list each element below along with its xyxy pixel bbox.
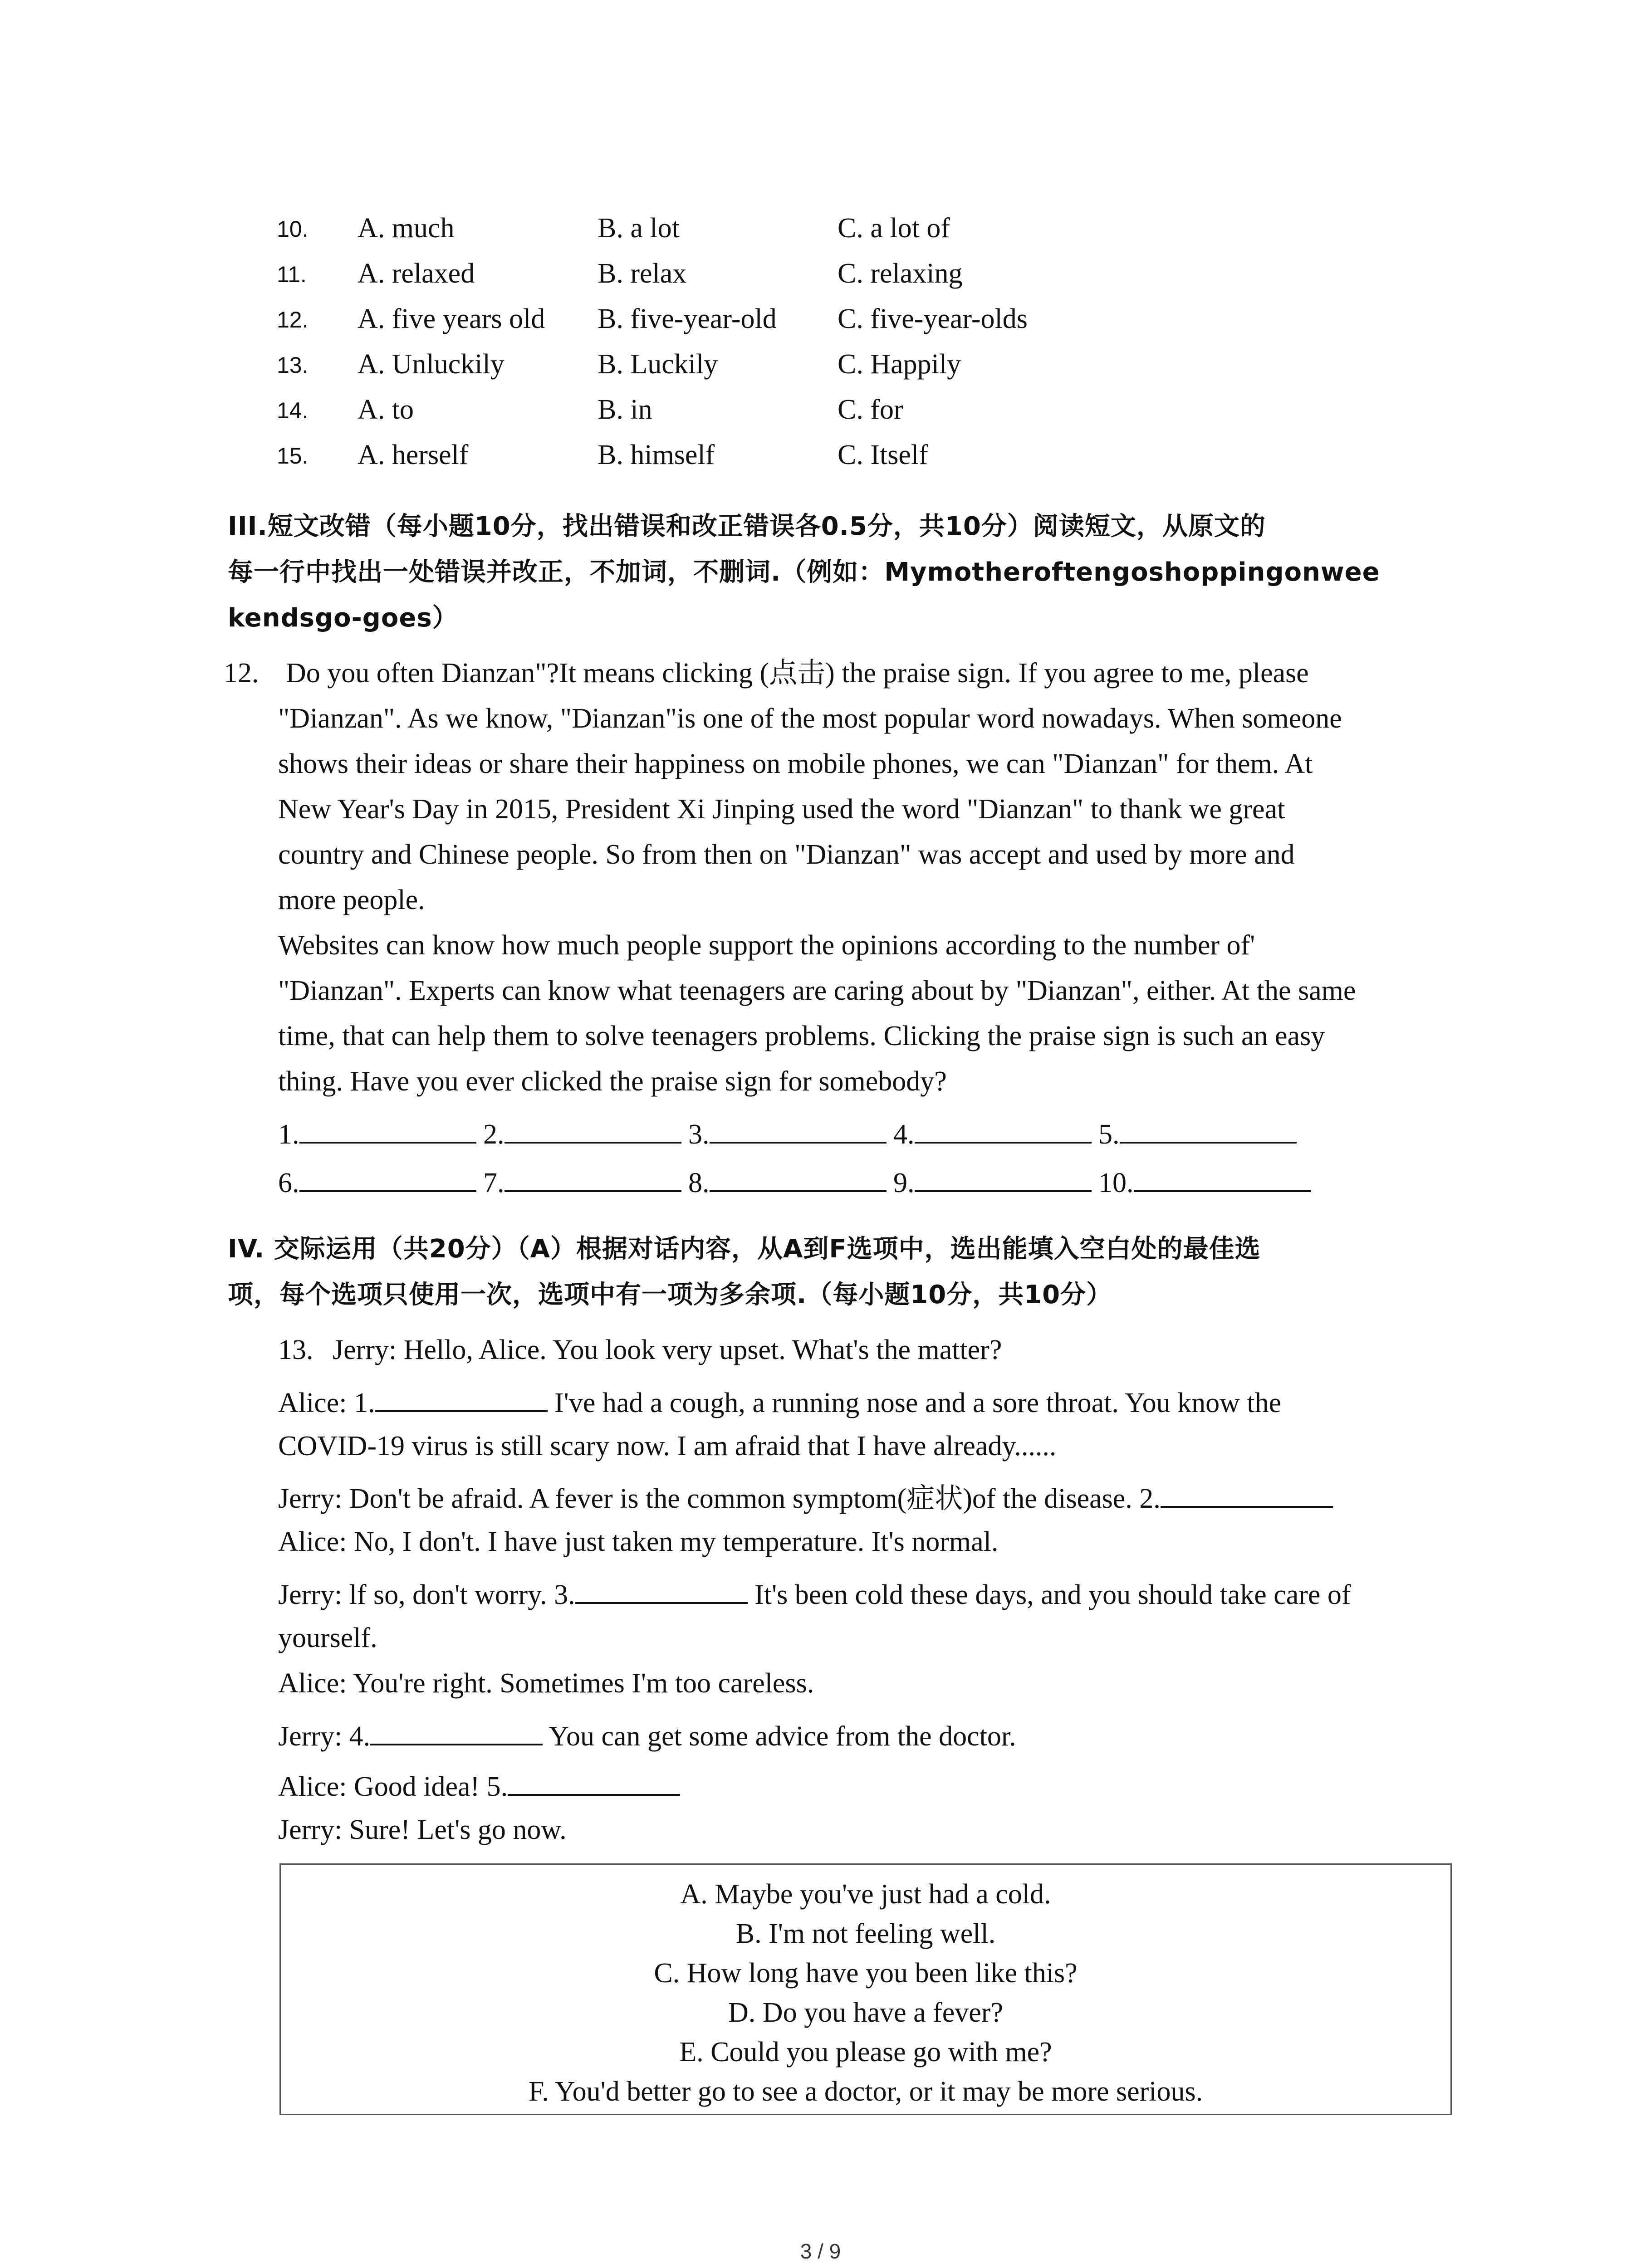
- question-number: 11.: [277, 262, 307, 287]
- answer-blank[interactable]: [505, 1167, 681, 1192]
- blank-label: 1.: [278, 1119, 299, 1150]
- page-number: 3 / 9: [800, 2239, 841, 2263]
- question-number: 13.: [278, 1334, 314, 1365]
- blank-label: 4.: [893, 1119, 915, 1150]
- dialogue-line: [278, 1482, 1333, 1513]
- passage-line: country and Chinese people. So from then on "Dianzan" was accept and used by more and: [278, 839, 1295, 870]
- answer-blank[interactable]: [1134, 1167, 1311, 1192]
- passage-line: thing. Have you ever clicked the praise sign for somebody?: [278, 1066, 947, 1097]
- answer-blank[interactable]: [575, 1579, 748, 1604]
- answer-blank[interactable]: [505, 1118, 681, 1144]
- dialogue-line: Alice: No, I don't. I have just taken my temperature. It's normal.: [278, 1526, 999, 1557]
- answer-blank[interactable]: [710, 1167, 887, 1192]
- speaker-text: Jerry: 4.: [278, 1721, 371, 1752]
- dialogue-line: Jerry: Sure! Let's go now.: [278, 1814, 567, 1845]
- blank-label: 7.: [483, 1168, 505, 1198]
- option-item: A. Maybe you've just had a cold.: [680, 1879, 1051, 1910]
- option-b: B. a lot: [598, 213, 680, 244]
- speaker-text: Jerry: lf so, don't worry. 3.: [278, 1579, 575, 1610]
- heading-line: 项，每个选项只使用一次，选项中有一项为多余项.（每小题10分，共10分）: [228, 1280, 1112, 1310]
- option-a: A. herself: [358, 440, 469, 470]
- heading-line: IV. 交际运用（共20分）（A）根据对话内容，从A到F选项中，选出能填入空白处的最佳选: [228, 1234, 1261, 1264]
- dialogue-line: [278, 1579, 1351, 1609]
- answer-blank[interactable]: [375, 1387, 548, 1412]
- section-3-heading: [228, 503, 1453, 641]
- option-c: C. relaxing: [838, 258, 963, 289]
- dialogue-line: COVID-19 virus is still scary now. I am afraid that I have already......: [278, 1431, 1057, 1461]
- passage-line: Do you often Dianzan"?It means clicking (点击) the praise sign. If you agree to me, please: [286, 658, 1309, 689]
- blank-label: 6.: [278, 1168, 299, 1198]
- dialogue-line: Alice: You're right. Sometimes I'm too careless.: [278, 1668, 814, 1699]
- blank-label: 10.: [1098, 1168, 1134, 1198]
- heading-line: 每一行中找出一处错误并改正，不加词，不删词.（例如：Mymotheroftengoshoppingonwee: [228, 557, 1380, 587]
- dialogue-line: [278, 1720, 1016, 1750]
- passage-line: Websites can know how much people support the opinions according to the number of': [278, 930, 1255, 961]
- answer-blank[interactable]: [1120, 1118, 1297, 1144]
- dialogue-line: Jerry: Hello, Alice. You look very upset. What's the matter?: [333, 1334, 1002, 1365]
- answer-blank[interactable]: [915, 1118, 1092, 1144]
- speaker-text: I've had a cough, a running nose and a sore throat. You know the: [554, 1388, 1282, 1418]
- options-box: [279, 1863, 1452, 2115]
- question-number: 15.: [277, 443, 309, 469]
- answer-blank[interactable]: [710, 1118, 887, 1144]
- option-b: B. Luckily: [598, 349, 718, 380]
- blank-label: 2.: [483, 1119, 505, 1150]
- blank-label: 5.: [1098, 1119, 1120, 1150]
- speaker-text: It's been cold these days, and you should take care of: [754, 1579, 1351, 1610]
- option-a: A. to: [358, 394, 414, 425]
- answer-blank[interactable]: [299, 1118, 476, 1144]
- blank-label: 8.: [688, 1168, 710, 1198]
- question-number: 10.: [277, 216, 309, 242]
- section-4-heading: [228, 1226, 1453, 1318]
- passage-line: more people.: [278, 885, 425, 915]
- speaker-text: Alice: 1.: [278, 1388, 375, 1418]
- answer-blank[interactable]: [370, 1720, 543, 1745]
- question-number: 14.: [277, 398, 309, 423]
- dialogue-line: yourself.: [278, 1623, 377, 1653]
- heading-line: kendsgo-goes）: [228, 603, 458, 633]
- heading-line: III.短文改错（每小题10分，找出错误和改正错误各0.5分，共10分）阅读短文，从原文的: [228, 512, 1266, 541]
- answer-blanks-row: [278, 1167, 1311, 1197]
- option-b: B. relax: [598, 258, 687, 289]
- dialogue-line: [278, 1387, 1281, 1417]
- question-number: 13.: [277, 352, 309, 378]
- option-c: C. Itself: [838, 440, 928, 470]
- answer-blank[interactable]: [508, 1770, 680, 1796]
- option-a: A. Unluckily: [358, 349, 505, 380]
- option-b: B. five-year-old: [598, 303, 777, 334]
- option-item: B. I'm not feeling well.: [735, 1918, 996, 1949]
- option-c: C. Happily: [838, 349, 961, 380]
- answer-blanks-row: [278, 1118, 1297, 1149]
- answer-blank[interactable]: [1161, 1482, 1333, 1508]
- option-item: F. You'd better go to see a doctor, or it may be more serious.: [528, 2076, 1203, 2107]
- answer-blank[interactable]: [299, 1167, 476, 1192]
- blank-label: 9.: [893, 1168, 915, 1198]
- option-b: B. in: [598, 394, 652, 425]
- question-number: 12.: [224, 658, 259, 689]
- option-item: C. How long have you been like this?: [654, 1958, 1078, 1989]
- option-a: A. much: [358, 213, 455, 244]
- speaker-text: Jerry: Don't be afraid. A fever is the common symptom(症状)of the disease. 2.: [278, 1483, 1161, 1514]
- passage-line: shows their ideas or share their happiness on mobile phones, we can "Dianzan" for them. At: [278, 748, 1313, 779]
- option-item: D. Do you have a fever?: [728, 1997, 1003, 2028]
- option-c: C. for: [838, 394, 903, 425]
- option-c: C. a lot of: [838, 213, 950, 244]
- option-item: E. Could you please go with me?: [679, 2037, 1052, 2068]
- blank-label: 3.: [688, 1119, 710, 1150]
- speaker-text: You can get some advice from the doctor.: [549, 1721, 1016, 1752]
- passage-line: "Dianzan". Experts can know what teenagers are caring about by "Dianzan", either. At the same: [278, 975, 1356, 1006]
- dialogue-line: [278, 1770, 680, 1801]
- option-a: A. five years old: [358, 303, 545, 334]
- passage-line: New Year's Day in 2015, President Xi Jinping used the word "Dianzan" to thank we great: [278, 794, 1285, 825]
- speaker-text: Alice: Good idea! 5.: [278, 1771, 508, 1802]
- answer-blank[interactable]: [915, 1167, 1092, 1192]
- option-c: C. five-year-olds: [838, 303, 1028, 334]
- question-number: 12.: [277, 307, 309, 332]
- passage-line: "Dianzan". As we know, "Dianzan"is one of the most popular word nowadays. When someone: [278, 703, 1342, 734]
- passage-line: time, that can help them to solve teenagers problems. Clicking the praise sign is such an easy: [278, 1021, 1325, 1051]
- option-b: B. himself: [598, 440, 715, 470]
- option-a: A. relaxed: [358, 258, 475, 289]
